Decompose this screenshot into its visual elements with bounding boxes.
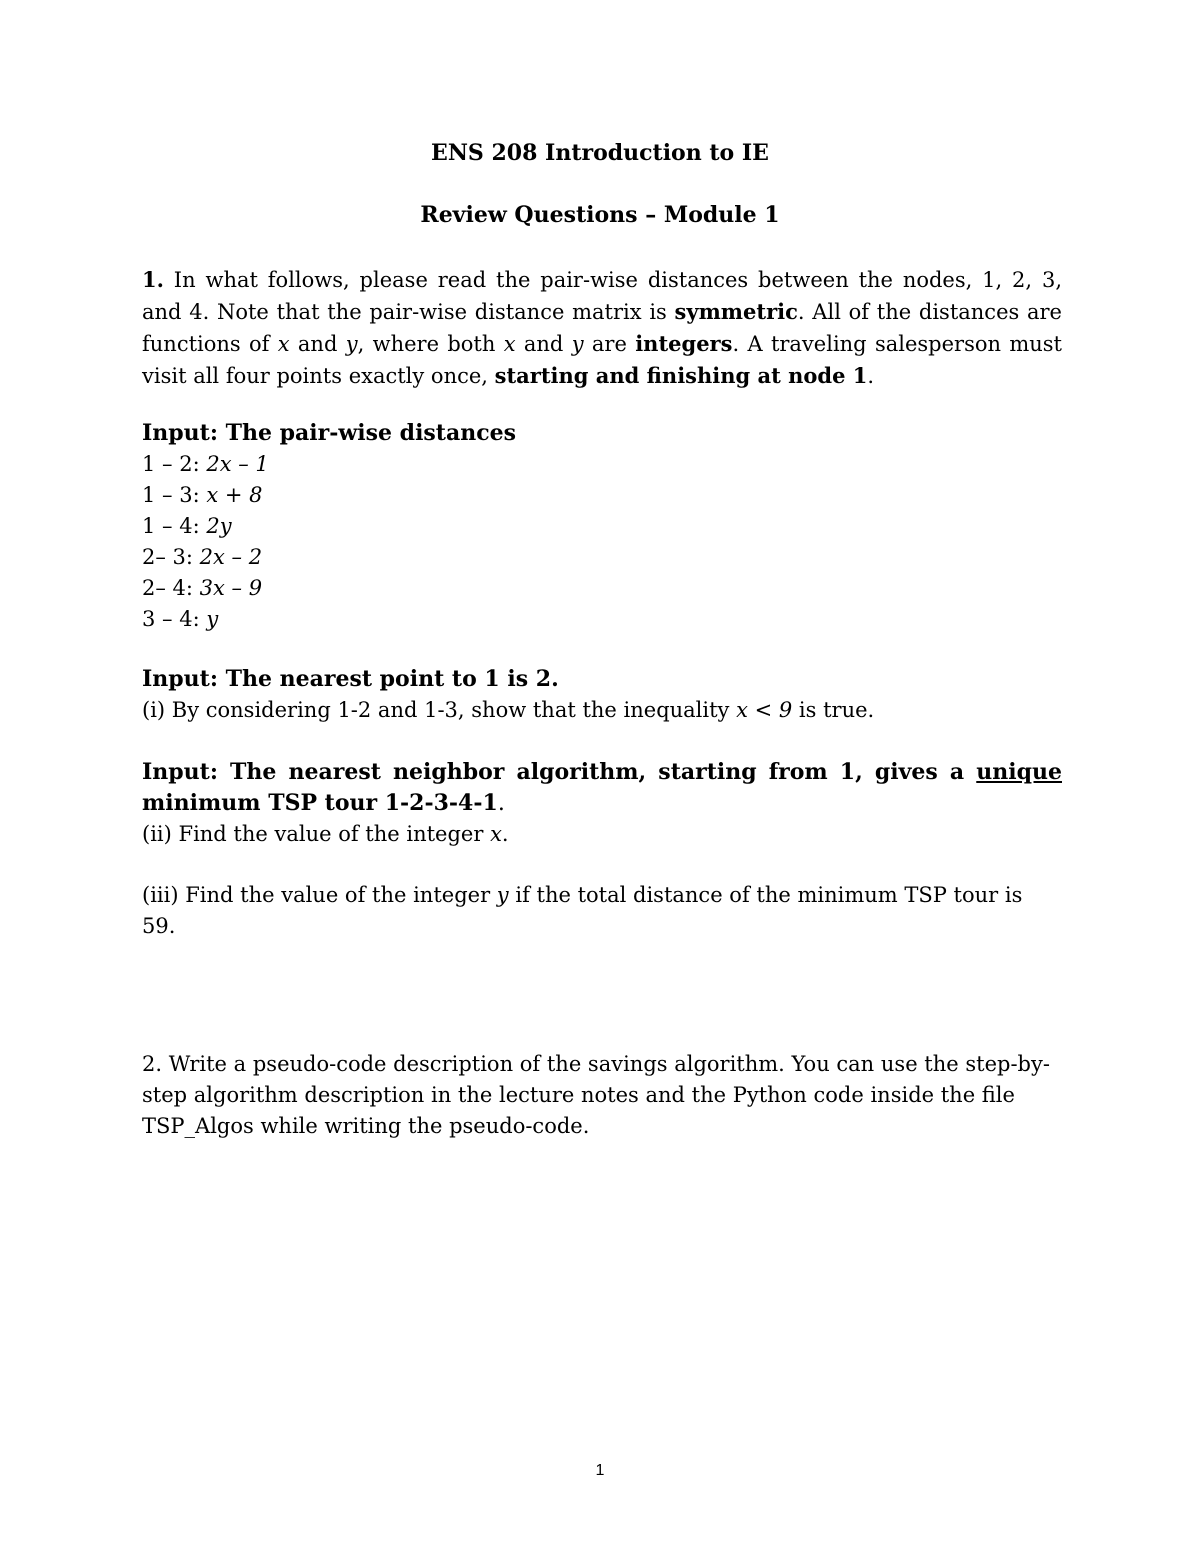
question-1-text-1: In what follows, please read the pair-wise distances between the nodes, 1, 2, 3, and 4. Note that the pair-wise distance matrix is [142, 268, 1062, 324]
document-subtitle: Review Questions – Module 1 [420, 202, 780, 228]
distance-expression: x + 8 [206, 483, 263, 507]
nearest-neighbor-heading-line-2 [142, 788, 1062, 819]
distance-pair: 1 – 3: [142, 483, 207, 507]
variable-x: x [490, 822, 502, 846]
part-ii-lead: (ii) Find the value of the integer [142, 822, 491, 846]
distances-heading: Input: The pair-wise distances [142, 420, 516, 446]
distance-pair: 2– 4: [142, 576, 200, 600]
question-1-paragraph [142, 264, 1062, 392]
question-1-text-7: . A traveling salesperson must visit all four points exactly once, [142, 332, 1062, 388]
nn-heading-tour: minimum TSP tour 1-2-3-4-1 [142, 790, 498, 816]
nearest-point-heading: Input: The nearest point to 1 is 2. [142, 666, 559, 692]
distance-expression: 2x – 2 [199, 545, 263, 569]
variable-y: y [345, 332, 358, 356]
inequality: x < 9 [736, 698, 793, 722]
part-iii-tail: if the total distance of the minimum TSP tour is 59. [142, 883, 1023, 938]
distance-item-1-3 [142, 480, 1062, 511]
distance-item-2-4 [142, 573, 1062, 604]
question-1-text-8: . [867, 364, 875, 388]
distance-pair: 1 – 4: [142, 514, 207, 538]
part-i-tail: is true. [792, 698, 875, 722]
distance-item-1-4 [142, 511, 1062, 542]
distance-expression: 3x – 9 [199, 576, 263, 600]
distance-item-2-3 [142, 542, 1062, 573]
distance-expression: 2y [206, 514, 232, 538]
nearest-neighbor-section [142, 757, 1062, 850]
distance-pair: 2– 3: [142, 545, 200, 569]
part-ii-text [142, 819, 1062, 850]
symmetric-term: symmetric [674, 299, 798, 324]
question-1-text-4: , where both [357, 332, 504, 356]
distance-pair: 1 – 2: [142, 452, 207, 476]
question-1-text-5: and [515, 332, 572, 356]
question-1-text-3: and [289, 332, 346, 356]
question-1-number: 1. [142, 267, 164, 292]
question-1-text-6: are [583, 332, 636, 356]
variable-y: y [571, 332, 584, 356]
nn-heading-end: . [497, 791, 505, 816]
part-i-text [142, 695, 1062, 726]
distance-item-3-4 [142, 604, 1062, 635]
start-finish-term: starting and finishing at node 1 [494, 363, 868, 388]
distance-expression: 2x – 1 [206, 452, 269, 476]
distance-expression: y [206, 607, 219, 631]
part-ii-tail: . [501, 822, 509, 846]
integers-term: integers [635, 331, 733, 356]
question-2-paragraph [142, 1049, 1062, 1142]
variable-x: x [503, 332, 516, 356]
nearest-point-section [142, 664, 1062, 726]
part-i-lead: (i) By considering 1-2 and 1-3, show that the inequality [142, 698, 737, 722]
variable-x: x [277, 332, 290, 356]
unique-term: unique [976, 759, 1062, 785]
question-1-text-2: . All of the distances are functions of [142, 300, 1062, 356]
distance-list [142, 449, 1062, 635]
part-iii-text [142, 880, 1062, 942]
nn-heading-lead: Input: The nearest neighbor algorithm, starting from 1, gives a [142, 759, 977, 785]
variable-y: y [496, 883, 509, 907]
part-iii-lead: (iii) Find the value of the integer [142, 883, 497, 907]
distance-pair: 3 – 4: [142, 607, 207, 631]
distance-item-1-2 [142, 449, 1062, 480]
question-2-text: Write a pseudo-code description of the savings algorithm. You can use the step-by-step algorithm description in the lecture notes and the Python code inside the file TSP_Algos while writing the pseudo-code. [142, 1052, 1050, 1138]
question-2-number: 2. [142, 1052, 163, 1076]
page-number: 1 [595, 1462, 605, 1479]
nearest-neighbor-heading-line-1 [142, 757, 1062, 788]
document-title: ENS 208 Introduction to IE [431, 140, 769, 166]
